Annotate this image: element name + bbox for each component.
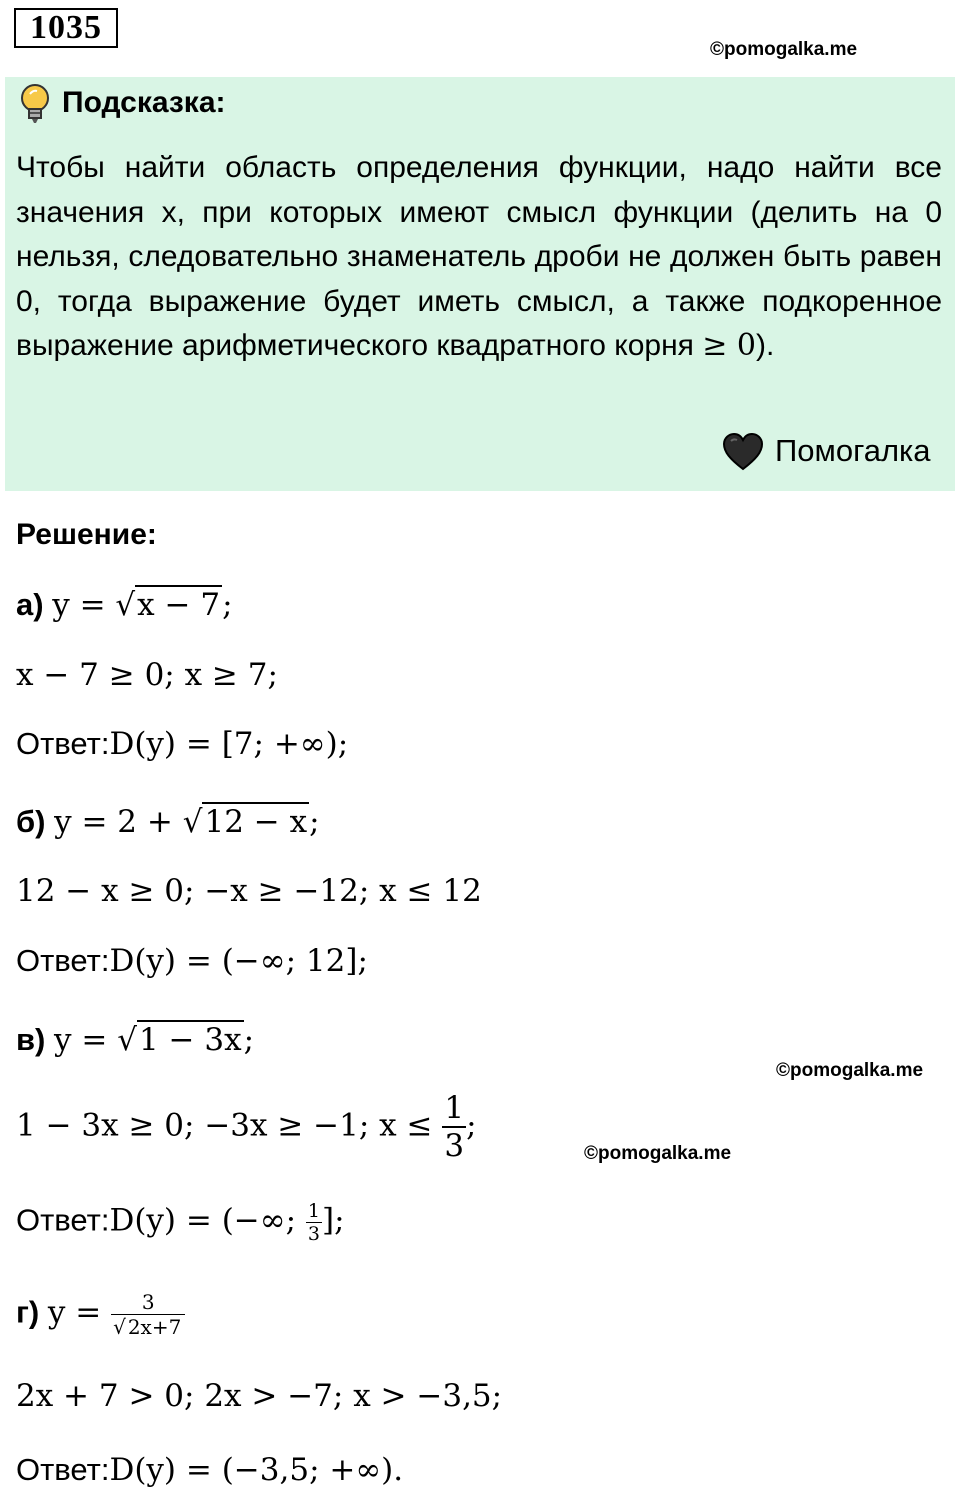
- part-b-answer-label: Ответ:: [16, 943, 110, 978]
- part-g-lhs: y =: [47, 1294, 112, 1331]
- part-v-answer-fraction: [306, 1200, 322, 1245]
- part-a-label: а): [16, 587, 44, 622]
- part-v-step-end: ;: [466, 1107, 477, 1144]
- part-b-step: 12 − x ≥ 0; −x ≥ −12; x ≤ 12: [16, 873, 482, 909]
- brand-label: Помогалка: [775, 433, 931, 468]
- part-g-fraction: [111, 1290, 185, 1339]
- part-b-answer-value: D(y) = (−∞; 12];: [109, 943, 368, 979]
- part-g-den: √ 2x+7: [113, 1315, 182, 1339]
- part-v-radicand: 1 − 3x: [138, 1022, 242, 1058]
- part-g-answer-label: Ответ:: [16, 1452, 110, 1487]
- hint-text-tail: ≥ 0: [702, 328, 757, 363]
- part-v-answer-end: ];: [322, 1202, 345, 1239]
- part-g-num: 3: [111, 1290, 185, 1315]
- part-v-answer-pre: D(y) = (−∞;: [109, 1202, 306, 1239]
- part-b-radicand: 12 − x: [204, 804, 308, 840]
- part-v-label: в): [16, 1022, 46, 1057]
- heart-icon: [722, 432, 764, 472]
- part-b-answer: [16, 943, 368, 979]
- part-b-end: ;: [309, 804, 320, 840]
- part-g-answer-value: D(y) = (−3,5; +∞).: [109, 1452, 404, 1488]
- part-v-answer-label: Ответ:: [16, 1202, 110, 1238]
- part-v-end: ;: [243, 1022, 255, 1058]
- part-v-step: [16, 1090, 477, 1164]
- part-a-lhs: y =: [52, 587, 116, 623]
- watermark-lower: ©pomogalka.me: [584, 1143, 732, 1164]
- part-a-answer-label: Ответ:: [16, 726, 110, 761]
- part-a-radicand: x − 7: [137, 587, 221, 623]
- part-a-function: а) y = √x − 7;: [16, 587, 233, 623]
- part-a-end: ;: [222, 587, 233, 623]
- part-v-answer-num: 1: [307, 1200, 320, 1222]
- part-v-step-text: 1 − 3x ≥ 0; −3x ≥ −1; x ≤: [16, 1107, 443, 1144]
- part-a-answer: [16, 726, 348, 762]
- solution-title: Решение:: [16, 518, 157, 551]
- part-g-den-radicand: 2x+7: [127, 1315, 182, 1339]
- watermark-mid: ©pomogalka.me: [776, 1060, 924, 1081]
- part-v-answer-den: 3: [307, 1223, 320, 1245]
- part-v-step-fraction: [442, 1090, 466, 1164]
- part-a-answer-value: D(y) = [7; +∞);: [109, 726, 349, 762]
- hint-text: [16, 146, 942, 369]
- part-b-lhs: y = 2 +: [54, 804, 183, 840]
- hint-text-main: Чтобы найти область определения функции, надо найти все значения x, при которых имеют смысл функции (делить на 0 нельзя, следовательно знаменатель дроби не должен быть равен 0, тогда выражение будет иметь смысл, а также подкоренное выражение арифметического квадратного корня: [16, 151, 942, 362]
- part-v-function: в) y = √1 − 3x;: [16, 1022, 255, 1058]
- part-v-step-num: 1: [444, 1090, 465, 1126]
- hint-text-end: ).: [756, 329, 775, 362]
- hint-title: Подсказка:: [62, 86, 226, 119]
- part-v-lhs: y =: [54, 1022, 118, 1058]
- watermark-top: ©pomogalka.me: [710, 39, 858, 60]
- part-g-step: 2x + 7 > 0; 2x > −7; x > −3,5;: [16, 1378, 503, 1414]
- part-a-step: x − 7 ≥ 0; x ≥ 7;: [16, 657, 278, 693]
- part-g-answer: [16, 1452, 403, 1488]
- part-v-answer: [16, 1200, 345, 1245]
- problem-number: 1035: [14, 8, 118, 48]
- part-b-function: б) y = 2 + √12 − x;: [16, 804, 320, 840]
- part-v-step-den: 3: [444, 1128, 465, 1164]
- lightbulb-icon: [17, 82, 53, 126]
- part-g-function: [16, 1290, 185, 1339]
- part-g-label: г): [16, 1294, 40, 1330]
- part-b-label: б): [16, 804, 46, 839]
